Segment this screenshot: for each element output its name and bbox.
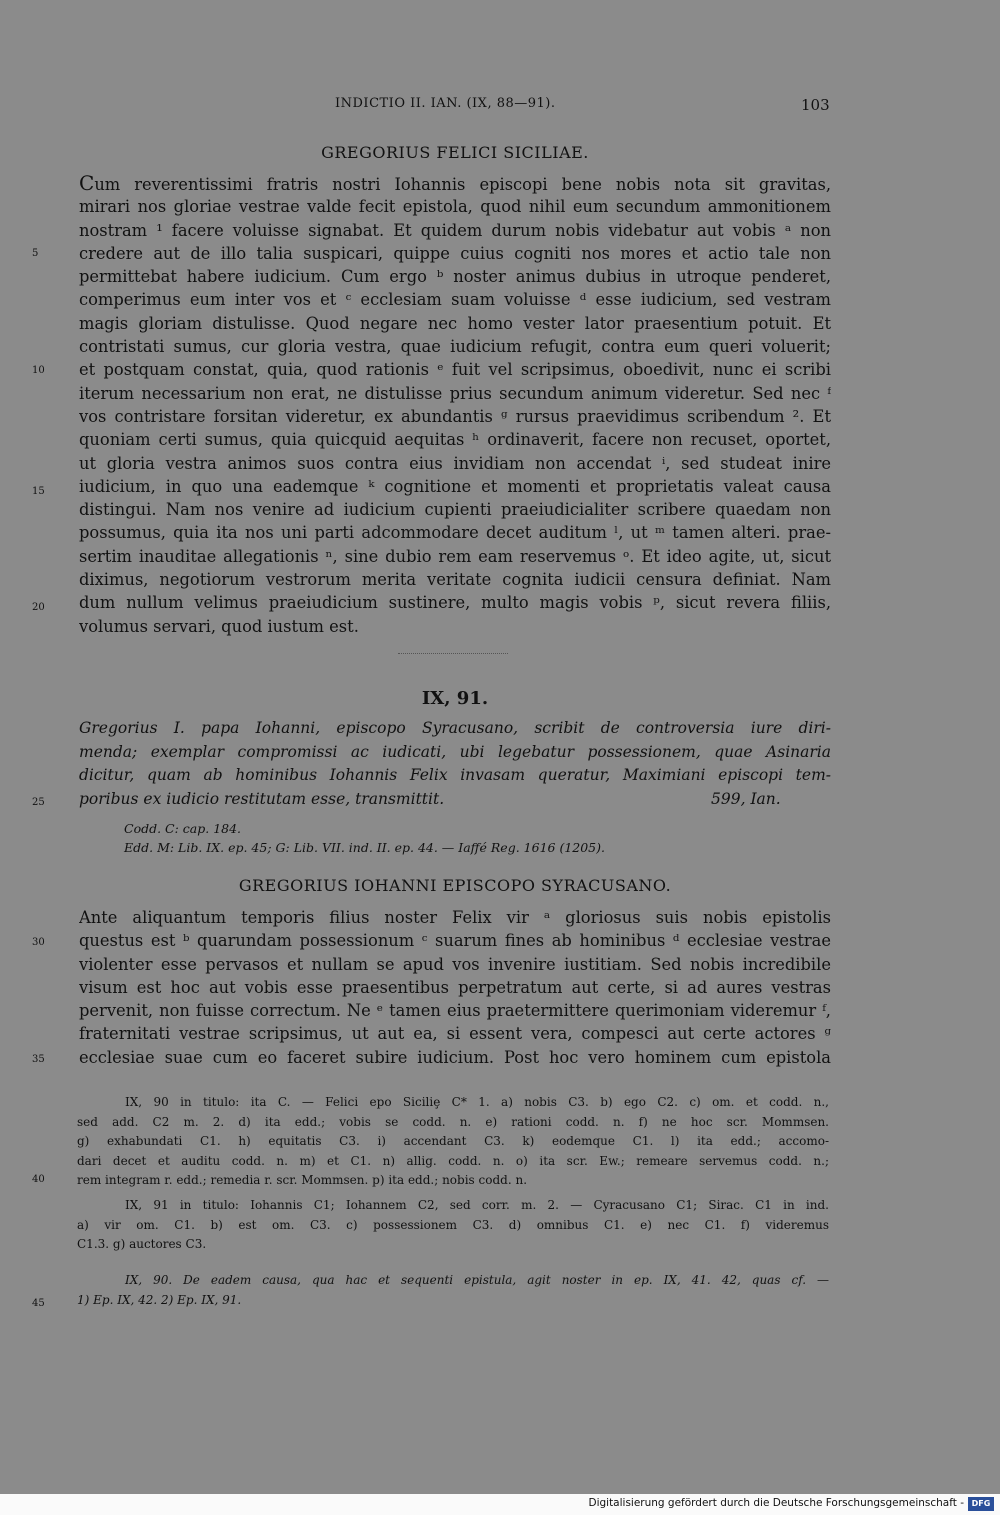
summary-last-line <box>79 788 831 812</box>
text-line: contristati sumus, cur gloria vestra, quae iudicium refugit, contra eum queri voluerit; <box>79 337 831 357</box>
text-line: mirari nos gloriae vestrae valde fecit epistola, quod nihil eum secundum ammonitionem <box>79 197 831 217</box>
margin-line-number: 45 <box>32 1298 45 1309</box>
text-line: distingui. Nam nos venire ad iudicium cupienti praeiudicialiter scribere quaedam non <box>79 500 831 520</box>
text-line: credere aut de illo talia suspicari, quippe cuius cogniti nos mores et actio tale non <box>79 243 831 263</box>
text-line: magis gloriam distulisse. Quod negare nec homo vester lator praesentium potuit. Et <box>79 313 831 333</box>
text-line: iterum necessarium non erat, ne distulisse prius secundum animum videretur. Sed nec ᶠ <box>79 383 831 403</box>
section-divider <box>398 653 508 655</box>
text-line: diximus, negotiorum vestrorum merita veritate cognita iudicii censura definiat. Nam <box>79 570 831 590</box>
summary-line: Gregorius I. papa Iohanni, episcopo Syracusano, scribit de controversia iure diri- <box>79 719 831 737</box>
page-number: 103 <box>801 96 830 114</box>
epistle-number: IX, 91. <box>421 688 489 709</box>
text-line: visum est hoc aut vobis esse praesentibus perpetratum aut certe, si ad aures vestras <box>79 977 831 997</box>
summary-line: dicitur, quam ab hominibus Iohannis Felix invasam queratur, Maximiani episcopi tem- <box>79 766 831 785</box>
margin-line-number: 5 <box>32 248 39 259</box>
text-line: questus est ᵇ quarundam possessionum ᶜ suarum fines ab hominibus ᵈ ecclesiae vestrae <box>79 931 831 951</box>
text-line: quoniam certi sumus, quia quicquid aequitas ʰ ordinaverit, facere non recuset, oportet, <box>79 430 831 450</box>
text-line: comperimus eum inter vos et ᶜ ecclesiam suam voluisse ᵈ esse iudicium, sed vestram <box>79 290 831 310</box>
editions-line: Edd. M: Lib. IX. ep. 45; G: Lib. VII. ind. II. ep. 44. — Iaffé Reg. 1616 (1205). <box>124 840 605 855</box>
text-line: volumus servari, quod iustum est. <box>79 616 359 636</box>
text-line: et postquam constat, quia, quod rationis ᵉ fuit vel scripsimus, oboedivit, nunc ei scribi <box>79 360 831 380</box>
note-line: C1.3. g) auctores C3. <box>77 1237 207 1251</box>
codices-line: Codd. C: cap. 184. <box>124 821 242 836</box>
note-line: 1) Ep. IX, 42. 2) Ep. IX, 91. <box>77 1292 242 1307</box>
margin-line-number: 30 <box>32 937 45 948</box>
text-line: violenter esse pervasos et nullam se apud vos invenire iustitiam. Sed nobis incredibile <box>79 954 831 974</box>
manuscript-info <box>124 819 824 857</box>
margin-line-number: 10 <box>32 365 45 376</box>
text-line: sertim inauditae allegationis ⁿ, sine dubio rem eam reservemus ᵒ. Et ideo agite, ut, sicut <box>79 546 831 566</box>
summary-line: menda; exemplar compromissi ac iudicati, ubi legebatur possessionem, quae Asinaria <box>79 742 831 761</box>
text-line: Cum reverentissimi fratris nostri Iohannis episcopi bene nobis nota sit gravitas, <box>79 172 831 195</box>
epistle-date: 599, Ian. <box>711 789 781 808</box>
digitization-footer <box>0 1494 1000 1515</box>
note-line: IX, 90. De eadem causa, qua hac et sequenti epistula, agit noster in ep. IX, 41. 42, quas cf. — <box>125 1273 829 1287</box>
letter-heading: GREGORIUS IOHANNI EPISCOPO SYRACUSANO. <box>238 876 672 895</box>
critical-apparatus <box>77 1093 829 1191</box>
summary-line: poribus ex iudicio restitutam esse, transmittit. <box>79 789 445 808</box>
margin-line-number: 25 <box>32 797 45 808</box>
note-line: g) exhabundati C1. h) equitatis C3. i) accendant C3. k) eodemque C1. l) ita edd.; accomo- <box>77 1134 829 1148</box>
funding-notice: Digitalisierung gefördert durch die Deutsche Forschungsgemeinschaft - <box>588 1497 964 1509</box>
text-line: possumus, quia ita nos uni parti adcommodare decet auditum ˡ, ut ᵐ tamen alteri. prae- <box>79 523 831 543</box>
letter-body <box>79 906 831 1069</box>
letter-body <box>79 172 831 638</box>
letter-heading: GREGORIUS FELICI SICILIAE. <box>321 143 589 162</box>
text-line: vos contristare forsitan videretur, ex abundantis ᵍ rursus praevidimus scribendum ². Et <box>79 406 831 426</box>
text-line: Ante aliquantum temporis filius noster Felix vir ᵃ gloriosus suis nobis epistolis <box>79 908 831 927</box>
dfg-logo-icon: DFG <box>968 1497 994 1511</box>
note-line: IX, 90 in titulo: ita C. — Felici epo Siciliȩ C* 1. a) nobis C3. b) ego C2. c) om. et codd. n., <box>125 1095 829 1109</box>
note-line: dari decet et auditu codd. n. m) et C1. n) allig. codd. n. o) ita scr. Ew.; remeare servemus codd. n.; <box>77 1153 829 1168</box>
margin-line-number: 40 <box>32 1174 45 1185</box>
running-head <box>0 96 1000 120</box>
note-line: a) vir om. C1. b) est om. C3. c) possessionem C3. d) omnibus C1. e) nec C1. f) videremus <box>77 1217 829 1232</box>
text-line: pervenit, non fuisse correctum. Ne ᵉ tamen eius praetermittere querimoniam videremur ᶠ, <box>79 1001 831 1021</box>
text-line: fraternitati vestrae scripsimus, ut aut ea, si essent vera, compesci aut certe actores ᵍ <box>79 1024 831 1044</box>
running-title: INDICTIO II. IAN. (IX, 88—91). <box>335 96 556 111</box>
note-line: IX, 91 in titulo: Iohannis C1; Iohannem C2, sed corr. m. 2. — Cyracusano C1; Sirac. C1 in ind. <box>125 1198 829 1212</box>
margin-line-number: 15 <box>32 486 45 497</box>
text-line: iudicium, in quo una eademque ᵏ cognitione et momenti et proprietatis valeat causa <box>79 476 831 496</box>
critical-apparatus <box>77 1196 829 1255</box>
text-line: nostram ¹ facere voluisse signabat. Et quidem durum nobis videbatur aut vobis ᵃ non <box>79 220 831 240</box>
note-line: rem integram r. edd.; remedia r. scr. Mommsen. p) ita edd.; nobis codd. n. <box>77 1173 528 1187</box>
margin-line-number: 35 <box>32 1054 45 1065</box>
margin-line-number: 20 <box>32 602 45 613</box>
text-line: ut gloria vestra animos suos contra eius invidiam non accendat ⁱ, sed studeat inire <box>79 453 831 473</box>
text-line: dum nullum velimus praeiudicium sustinere, multo magis vobis ᵖ, sicut revera filiis, <box>79 593 831 613</box>
text-line: permittebat habere iudicium. Cum ergo ᵇ noster animus dubius in utroque penderet, <box>79 267 831 287</box>
text-line: ecclesiae suae cum eo faceret subire iudicium. Post hoc vero hominem cum epistola <box>79 1047 831 1067</box>
note-line: sed add. C2 m. 2. d) ita edd.; vobis se codd. n. e) rationi codd. n. f) ne hoc scr. Mommsen. <box>77 1114 829 1129</box>
commentary-notes <box>77 1271 829 1310</box>
epistle-summary <box>79 717 831 811</box>
